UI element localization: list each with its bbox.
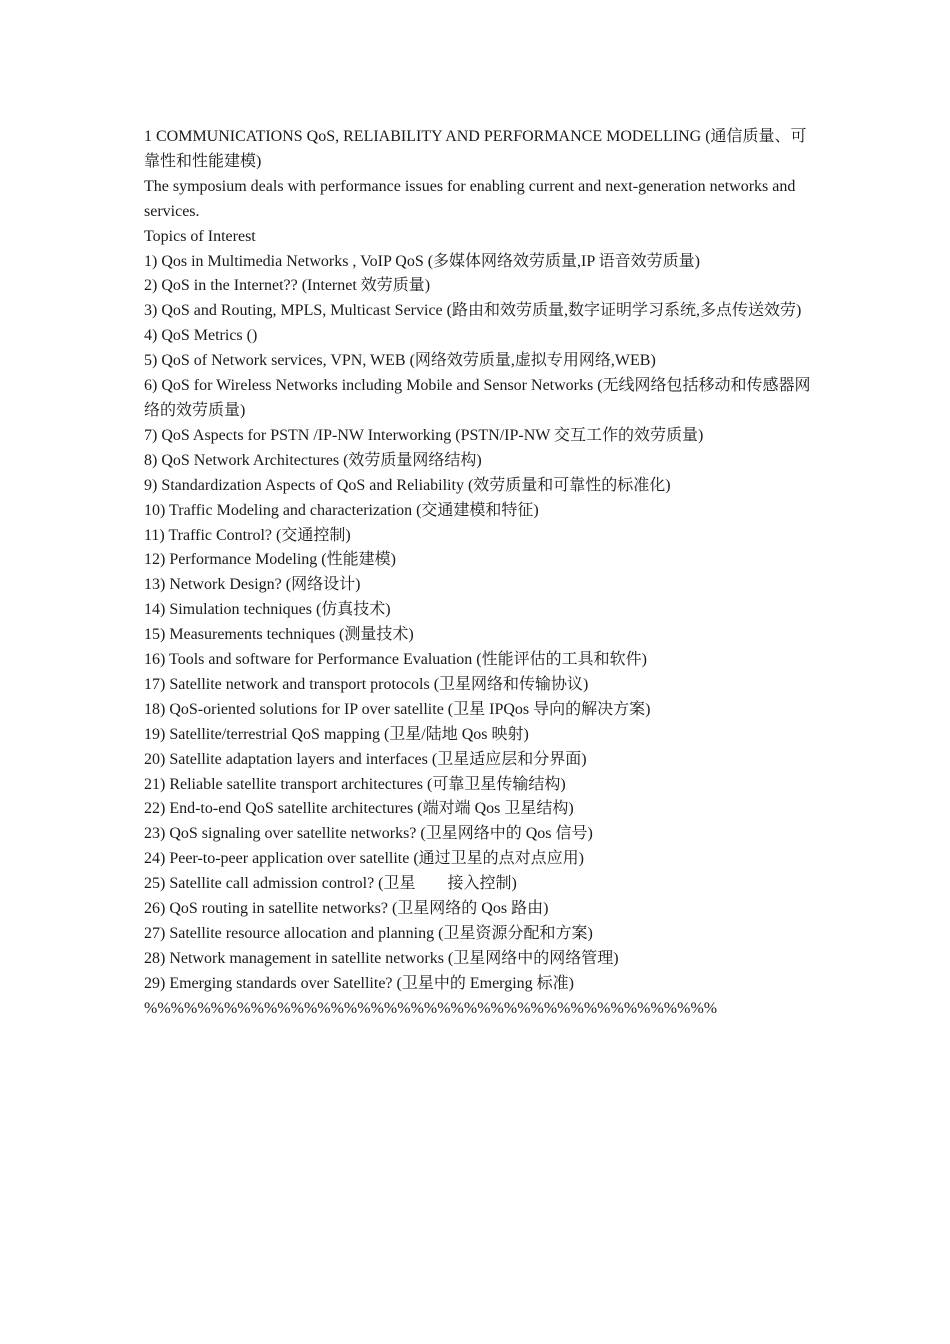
topic-item: 3) QoS and Routing, MPLS, Multicast Service (路由和效劳质量,数字证明学习系统,多点传送效劳) (144, 302, 802, 320)
topic-item: 24) Peer-to-peer application over satellite (通过卫星的点对点应用) (144, 850, 585, 868)
topic-item: 11) Traffic Control? (交通控制) (144, 526, 351, 544)
topic-item: 9) Standardization Aspects of QoS and Reliability (效劳质量和可靠性的标准化) (144, 476, 671, 494)
topic-item: 20) Satellite adaptation layers and interfaces (卫星适应层和分界面) (144, 750, 587, 768)
topic-item: 13) Network Design? (网络设计) (144, 576, 361, 594)
percent-separator: %%%%%%%%%%%%%%%%%%%%%%%%%%%%%%%%%%%%%%%%%%% (144, 999, 718, 1017)
topic-item: 14) Simulation techniques (仿真技术) (144, 601, 391, 619)
topics-list (144, 250, 814, 997)
intro-paragraph: The symposium deals with performance issues for enabling current and next-generation networks and services. (144, 177, 796, 220)
document-heading: 1 COMMUNICATIONS QoS, RELIABILITY AND PERFORMANCE MODELLING (通信质量、可靠性和性能建模) (144, 128, 807, 170)
topic-item: 19) Satellite/terrestrial QoS mapping (卫星/陆地 Qos 映射) (144, 725, 529, 743)
topic-item: 7) QoS Aspects for PSTN /IP-NW Interworking (PSTN/IP-NW 交互工作的效劳质量) (144, 426, 704, 444)
topic-item: 18) QoS-oriented solutions for IP over satellite (卫星 IPQos 导向的解决方案) (144, 700, 651, 718)
topic-item: 28) Network management in satellite networks (卫星网络中的网络管理) (144, 949, 619, 967)
topic-item: 2) QoS in the Internet?? (Internet 效劳质量) (144, 277, 431, 295)
topic-item: 10) Traffic Modeling and characterization (交通建模和特征) (144, 501, 539, 519)
topic-item: 17) Satellite network and transport protocols (卫星网络和传输协议) (144, 675, 589, 693)
topic-item: 1) Qos in Multimedia Networks , VoIP QoS (多媒体网络效劳质量,IP 语音效劳质量) (144, 252, 701, 270)
topic-item: 8) QoS Network Architectures (效劳质量网络结构) (144, 451, 482, 469)
topic-item: 27) Satellite resource allocation and planning (卫星资源分配和方案) (144, 925, 593, 942)
topic-item: 29) Emerging standards over Satellite? (卫星中的 Emerging 标准) (144, 974, 574, 992)
topic-item: 15) Measurements techniques (测量技术) (144, 626, 414, 644)
topic-item: 25) Satellite call admission control? (卫星 接入控制) (144, 875, 517, 893)
topic-item: 16) Tools and software for Performance Evaluation (性能评估的工具和软件) (144, 651, 647, 669)
topics-heading: Topics of Interest (144, 227, 256, 245)
topic-item: 5) QoS of Network services, VPN, WEB (网络效劳质量,虚拟专用网络,WEB) (144, 352, 656, 370)
topic-item: 6) QoS for Wireless Networks including Mobile and Sensor Networks (无线网络包括移动和传感器网络的效劳质量) (144, 377, 811, 419)
topic-item: 21) Reliable satellite transport architectures (可靠卫星传输结构) (144, 775, 566, 793)
topic-item: 4) QoS Metrics () (144, 327, 258, 345)
topic-item: 12) Performance Modeling (性能建模) (144, 551, 396, 569)
topic-item: 22) End-to-end QoS satellite architectures (端对端 Qos 卫星结构) (144, 800, 574, 818)
topic-item: 23) QoS signaling over satellite networks? (卫星网络中的 Qos 信号) (144, 825, 593, 843)
topic-item: 26) QoS routing in satellite networks? (卫星网络的 Qos 路由) (144, 900, 549, 918)
document-body (144, 125, 814, 1022)
